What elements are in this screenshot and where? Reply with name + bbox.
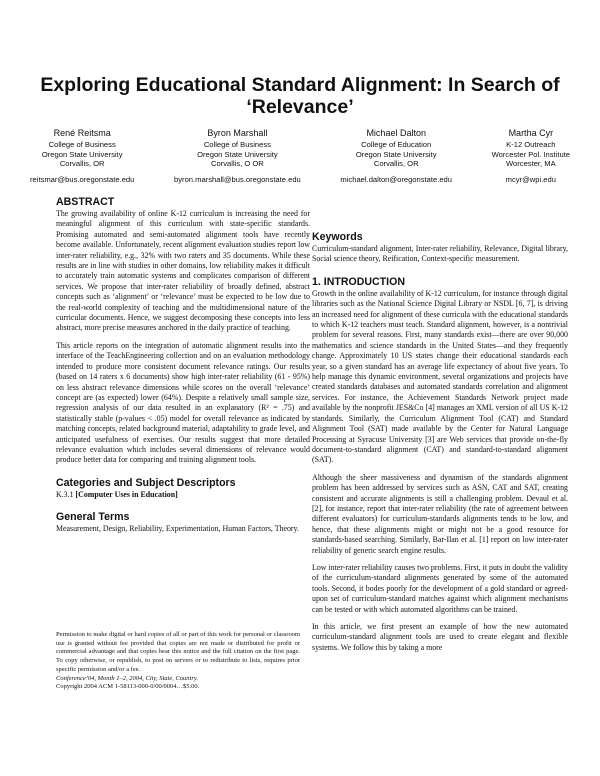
introduction-heading: 1. INTRODUCTION: [312, 275, 405, 288]
introduction-paragraph-1: Growth in the online availability of K-12 curriculum, for instance through digital libraries such as the National Science Digital Library or NSDL [6, 7], is driving an increased need for alignment of these curricula with the educational standards to which K-12 teachers must teach. Standard alignment, however, is a nontrivial problem for several reasons. First, many standards exist—there are over 90,000 mathematics and science standards in the United States—and they frequently change. Approximately 10 US states change their educational standards each year, so a given standard has an average life expectancy of about five years. To help manage this dynamic environment, several organizations and projects have created standards databases and automated standards correlation and alignment services. For instance, the Achievement Standards Network project made available by the nonprofit JES&Co [4] manages an XML version of all US K-12 standards. Similarly, the Curriculum Alignment Tool (CAT) and Standard Alignment Tool (SAT) made available by the Center for Natural Language Processing at Syracuse University [3] are Web services that provide on-the-fly document-to-standard alignment (CAT) and standard-to-standard alignment (SAT).: [312, 288, 568, 465]
introduction-paragraph-3: Low inter-rater reliability causes two problems. First, it puts in doubt the validity of the curriculum-standard alignments generated by some of the automated tools. Second, it bodes poorly for the development of a gold standard or agreed-upon set of curriculum-standard matches against which alignment mechanisms can be tested or with which automated algorithms can be trained.: [312, 562, 568, 614]
paper-title: Exploring Educational Standard Alignment: In Search of ‘Relevance’: [40, 74, 560, 118]
author-city: Worcester, MA: [505, 159, 556, 169]
author-block: [30, 127, 570, 184]
right-column: [312, 231, 568, 653]
abstract-paragraph-2: This article reports on the integration of automatic alignment results into the interface of the TeachEngineering collection and on an evaluation methodology intended to produce more consistent document relevance ratings. Our results (based on 14 raters x 6 documents) show high inter-rater reliability (61 - 95%) on less abstract relevance dimensions while scores on the overall ‘relevance’ concept are (as expected) lower (64%). Despite a relatively small sample size, regression analysis of our data resulted in an explanatory (R² = .75) and statistically stable (p-values < .05) model for overall relevance as indicated by matching concepts, related background material, adaptability to grade level, and anticipated usefulness of exercises. Our results suggest that more detailed relevance evaluation which includes several dimensions of relevance would produce better data for comparing and training alignment tools.: [56, 340, 310, 465]
introduction-paragraph-2: Although the sheer massiveness and dynamism of the standards alignment problem has been addressed by services such as ASN, CAT and SAT, creating consistent and accurate alignments is still a challenging problem. Devaul et al. [2], for instance, report that inter-rater reliability (the rate of agreement between different evaluators) for curriculum-standards alignments tends to be low, and hence, that these alignments might or might not be a good resource for standards-based searching. Similarly, Bar-Ilan et al. [1] report on low inter-rater reliability of generic search engine results.: [312, 472, 568, 555]
author-1: [30, 127, 134, 184]
author-email: reitsmar@bus.oregonstate.edu: [30, 174, 135, 184]
author-name: Michael Dalton: [366, 128, 426, 138]
author-affiliation: College of Education: [361, 140, 432, 149]
author-city: Corvallis, OR: [373, 159, 419, 169]
author-affiliation: College of Business: [48, 140, 116, 149]
categories-entry: [56, 490, 310, 500]
author-name: Martha Cyr: [508, 128, 554, 138]
general-terms-heading: General Terms: [56, 511, 130, 524]
copyright-permission: Permission to make digital or hard copies of all or part of this work for personal or classroom use is granted without fee provided that copies are not made or distributed for profit or commercial advantage and that copies bear this notice and the full citation on the first page. To copy otherwise, or republish, to post on servers or to redistribute to lists, requires prior specific permission and/or a fee.: [56, 631, 300, 673]
author-email: michael.dalton@oregonstate.edu: [340, 174, 452, 184]
author-institution: Worcester Pol. Institute: [491, 149, 570, 159]
keywords-heading: Keywords: [312, 231, 363, 243]
author-2: [174, 127, 301, 184]
category-label: [Computer Uses in Education]: [75, 489, 178, 499]
author-4: [492, 127, 570, 184]
author-city: Corvallis, O OR: [211, 159, 264, 169]
author-affiliation: College of Business: [203, 140, 271, 149]
author-institution: Oregon State University: [41, 149, 123, 159]
author-institution: Oregon State University: [355, 149, 437, 159]
author-email: mcyr@wpi.edu: [505, 174, 556, 184]
copyright-line: Copyright 2004 ACM 1-58113-000-0/00/0004…$5.00.: [56, 683, 200, 691]
keywords-text: Curriculum-standard alignment, Inter-rater reliability, Relevance, Digital library, Social science theory, Reification, Context-specific measurement.: [312, 244, 568, 264]
author-name: Byron Marshall: [207, 128, 268, 138]
author-email: byron.marshall@bus.oregonstate.edu: [174, 174, 301, 184]
category-code: K.3.1: [56, 489, 74, 499]
author-affiliation: K-12 Outreach: [506, 140, 556, 149]
abstract-heading: ABSTRACT: [56, 196, 115, 208]
general-terms-text: Measurement, Design, Reliability, Experimentation, Human Factors, Theory.: [56, 524, 299, 534]
categories-heading: Categories and Subject Descriptors: [56, 476, 236, 489]
author-3: [340, 127, 452, 184]
copyright-notice: [56, 631, 300, 692]
abstract-paragraph-1: The growing availability of online K-12 curriculum is increasing the need for meaningful alignment of this curriculum with state-specific standards. Promising automated and semi-automated alignment tools have recently become available. Unfortunately, recent alignment evaluation studies report low inter-rater reliability, e.g., 32% with two raters and 35 documents. While these results are in line with studies in other domains, low reliability makes it difficult to accurately train automatic systems and complicates comparison of different services. We propose that inter-rater reliability of broadly defined, abstract concepts such as ‘alignment’ or ‘relevance’ must be expected to be low due to the real-world complexity of teaching and the multidimensional nature of the curricular documents. Hence, we suggest decomposing these concepts into less abstract, more precise measures anchored in the daily practice of teaching.: [56, 209, 310, 333]
author-city: Corvallis, OR: [59, 159, 105, 169]
left-column: [56, 196, 310, 535]
copyright-conference: Conference’04, Month 1–2, 2004, City, State, Country.: [56, 674, 199, 682]
author-institution: Oregon State University: [197, 149, 278, 159]
author-name: René Reitsma: [53, 128, 111, 138]
introduction-paragraph-4: In this article, we first present an example of how the new automated curriculum-standard alignment tools are used to create elegant and flexible systems. We follow this by taking a more: [312, 622, 568, 652]
